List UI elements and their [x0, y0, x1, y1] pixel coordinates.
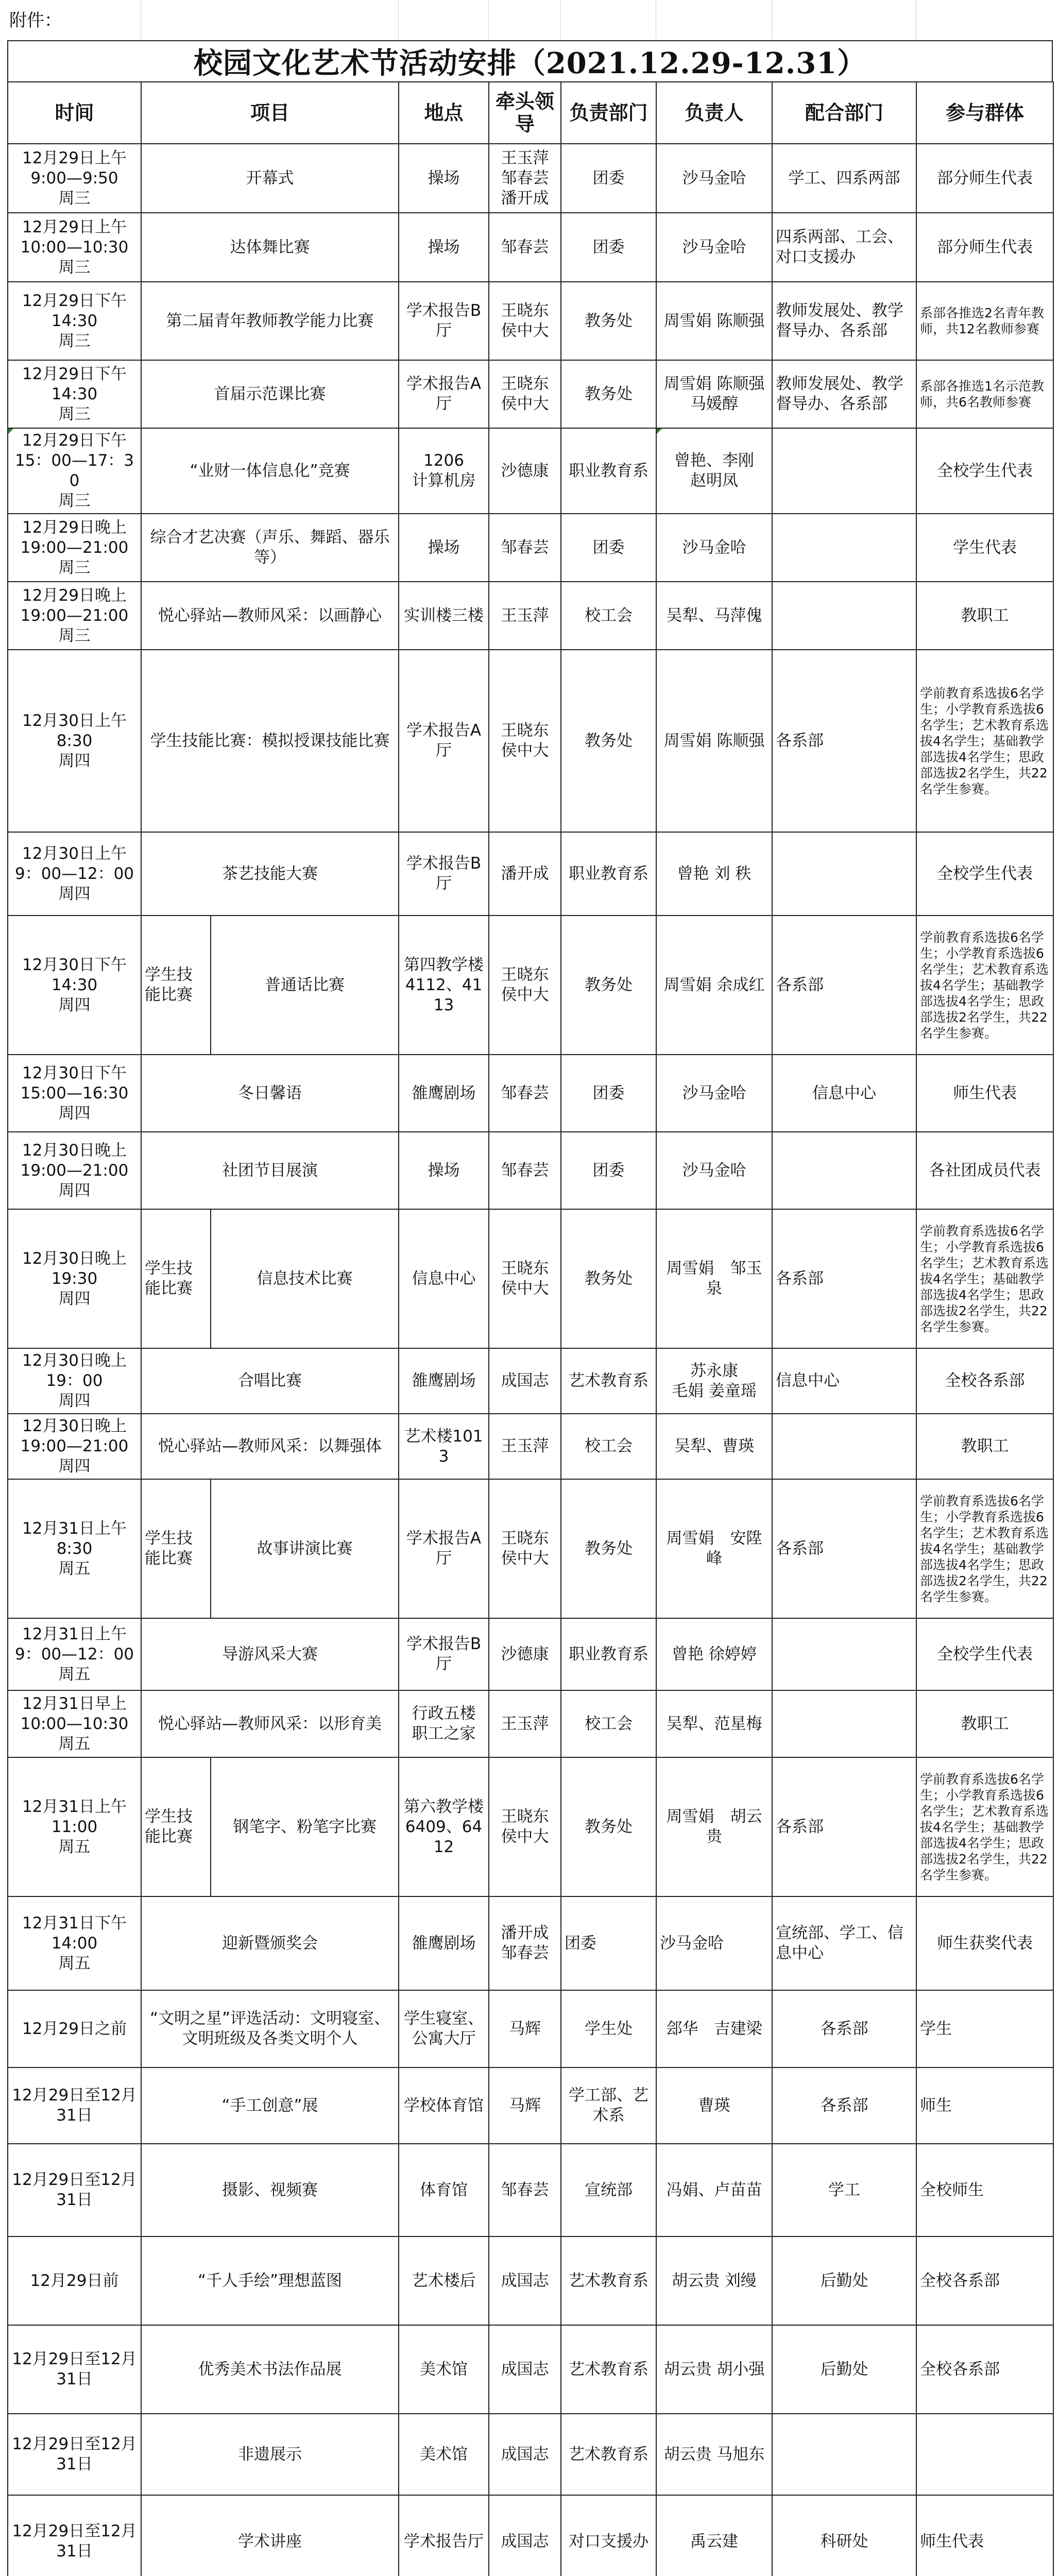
event-cell[interactable]: 综合才艺决赛（声乐、舞蹈、器乐等） [141, 514, 399, 582]
department-cell[interactable]: 艺术教育系 [561, 2414, 656, 2495]
department-cell[interactable]: 职业教育系 [561, 428, 656, 514]
cooperating-cell[interactable] [772, 832, 916, 916]
event-cell[interactable]: “业财一体信息化”竞赛 [141, 428, 399, 514]
event-cell[interactable]: “手工创意”展 [141, 2067, 399, 2144]
location-cell[interactable]: 学术报告厅 [399, 2495, 489, 2576]
time-cell[interactable]: 12月31日早上 10:00—10:30 周五 [8, 1690, 141, 1757]
table-row [8, 1618, 1053, 1690]
cooperating-cell[interactable]: 科研处 [772, 2495, 916, 2576]
event-cell[interactable]: 达体舞比赛 [141, 213, 399, 282]
table-row [8, 1690, 1053, 1757]
event-cell[interactable]: 悦心驿站—教师风采：以画静心 [141, 582, 399, 650]
lead-cell[interactable]: 王晓东 侯中大 [489, 916, 561, 1055]
location-cell[interactable]: 实训楼三楼 [399, 582, 489, 650]
table-row [8, 2236, 1053, 2325]
table-row [8, 428, 1053, 514]
table-row [8, 144, 1053, 213]
cooperating-cell[interactable] [772, 1690, 916, 1757]
table-row [8, 1414, 1053, 1479]
lead-cell[interactable]: 王晓东 侯中大 [489, 650, 561, 832]
cooperating-cell[interactable]: 各系部 [772, 2067, 916, 2144]
time-cell[interactable]: 12月29日至12月 31日 [8, 2495, 141, 2576]
location-cell[interactable]: 艺术楼1013 [399, 1414, 489, 1479]
lead-cell[interactable]: 王玉萍 [489, 1690, 561, 1757]
table-row [8, 2144, 1053, 2236]
lead-cell[interactable]: 王晓东 侯中大 [489, 282, 561, 360]
location-cell[interactable]: 第四教学楼 4112、4113 [399, 916, 489, 1055]
department-cell[interactable]: 艺术教育系 [561, 1348, 656, 1414]
person-cell[interactable]: 胡云贵 刘缦 [656, 2236, 772, 2325]
person-cell[interactable]: 周雪娟 余成红 [656, 916, 772, 1055]
location-cell[interactable]: 学术报告A厅 [399, 650, 489, 832]
department-cell[interactable]: 职业教育系 [561, 832, 656, 916]
person-cell[interactable]: 曹瑛 [656, 2067, 772, 2144]
event-cell[interactable]: 迎新暨颁奖会 [141, 1896, 399, 1990]
person-cell[interactable]: 周雪娟 陈顺强 马媛醇 [656, 360, 772, 428]
event-cell[interactable]: 信息技术比赛 [211, 1209, 399, 1348]
cooperating-cell[interactable] [772, 514, 916, 582]
event-cell[interactable]: 第二届青年教师教学能力比赛 [141, 282, 399, 360]
participants-cell[interactable]: 全校师生 [916, 2144, 1053, 2236]
lead-cell[interactable]: 马辉 [489, 1990, 561, 2067]
person-cell[interactable]: 曾艳 刘 秩 [656, 832, 772, 916]
participants-cell[interactable]: 系部各推选2名青年教师，共12名教师参赛 [916, 282, 1053, 360]
table-row [8, 1479, 1053, 1618]
time-cell[interactable]: 12月29日下午 15：00—17：30 周三 [8, 428, 141, 514]
category-cell[interactable]: 学生技能比赛 [141, 1757, 211, 1896]
cooperating-cell[interactable]: 各系部 [772, 1990, 916, 2067]
time-cell[interactable]: 12月30日上午 9：00—12：00 周四 [8, 832, 141, 916]
person-cell[interactable]: 沙马金哈 [656, 1055, 772, 1132]
table-row [8, 1348, 1053, 1414]
location-cell[interactable]: 美术馆 [399, 2414, 489, 2495]
event-cell[interactable]: 学术讲座 [141, 2495, 399, 2576]
person-cell[interactable]: 吴犁、曹瑛 [656, 1414, 772, 1479]
department-cell[interactable]: 教务处 [561, 650, 656, 832]
person-cell[interactable]: 沙马金哈 [656, 144, 772, 213]
cooperating-cell[interactable] [772, 1414, 916, 1479]
person-cell[interactable]: 胡云贵 马旭东 [656, 2414, 772, 2495]
lead-cell[interactable]: 王晓东 侯中大 [489, 1757, 561, 1896]
cooperating-cell[interactable]: 宣统部、学工、信息中心 [772, 1896, 916, 1990]
participants-cell[interactable]: 师生 [916, 2067, 1053, 2144]
department-cell[interactable]: 学工部、艺术系 [561, 2067, 656, 2144]
location-cell[interactable]: 信息中心 [399, 1209, 489, 1348]
person-cell[interactable]: 郐华 吉建梁 [656, 1990, 772, 2067]
lead-cell[interactable]: 王晓东 侯中大 [489, 1209, 561, 1348]
cooperating-cell[interactable]: 教师发展处、教学督导办、各系部 [772, 282, 916, 360]
header-row [8, 82, 1053, 144]
participants-cell[interactable]: 全校学生代表 [916, 428, 1053, 514]
person-cell[interactable]: 周雪娟 陈顺强 [656, 282, 772, 360]
lead-cell[interactable]: 成国志 [489, 2495, 561, 2576]
participants-cell[interactable]: 学生代表 [916, 514, 1053, 582]
event-cell[interactable]: 冬日馨语 [141, 1055, 399, 1132]
document-title: 校园文化艺术节活动安排（2021.12.29-12.31） [193, 46, 867, 80]
time-cell[interactable]: 12月30日晚上 19:30 周四 [8, 1209, 141, 1348]
department-cell[interactable]: 教务处 [561, 916, 656, 1055]
location-cell[interactable]: 行政五楼 职工之家 [399, 1690, 489, 1757]
location-cell[interactable]: 学术报告B厅 [399, 1618, 489, 1690]
person-cell[interactable]: 胡云贵 胡小强 [656, 2325, 772, 2414]
location-cell[interactable]: 学术报告B厅 [399, 282, 489, 360]
participants-cell[interactable]: 全校各系部 [916, 2236, 1053, 2325]
participants-cell[interactable]: 部分师生代表 [916, 144, 1053, 213]
person-cell[interactable]: 沙马金哈 [656, 1132, 772, 1209]
department-cell[interactable]: 教务处 [561, 1209, 656, 1348]
location-cell[interactable]: 第六教学楼 6409、6412 [399, 1757, 489, 1896]
person-cell[interactable]: 沙马金哈 [656, 1896, 772, 1990]
table-row [8, 1132, 1053, 1209]
location-cell[interactable]: 雒鹰剧场 [399, 1348, 489, 1414]
header-participants[interactable]: 参与群体 [916, 82, 1053, 144]
header-location[interactable]: 地点 [399, 82, 489, 144]
location-cell[interactable]: 学术报告A厅 [399, 1479, 489, 1618]
table-row [8, 360, 1053, 428]
time-cell[interactable]: 12月29日上午 9:00—9:50 周三 [8, 144, 141, 213]
grid-line [398, 0, 399, 40]
department-cell[interactable]: 教务处 [561, 282, 656, 360]
lead-cell[interactable]: 邹春芸 [489, 2144, 561, 2236]
participants-cell[interactable]: 学前教育系选拔6名学生；小学教育系选拔6名学生；艺术教育系选拔4名学生；基础教学部选拔4名学生；思政部选拔2名学生，共22名学生参赛。 [916, 1209, 1053, 1348]
cooperating-cell[interactable]: 各系部 [772, 650, 916, 832]
event-cell[interactable]: 故事讲演比赛 [211, 1479, 399, 1618]
time-cell[interactable]: 12月30日下午 14:30 周四 [8, 916, 141, 1055]
department-cell[interactable]: 团委 [561, 1132, 656, 1209]
table-row [8, 2495, 1053, 2576]
participants-cell[interactable]: 全校各系部 [916, 2325, 1053, 2414]
time-cell[interactable]: 12月30日晚上 19：00 周四 [8, 1348, 141, 1414]
event-cell[interactable]: 学生技能比赛：模拟授课技能比赛 [141, 650, 399, 832]
cooperating-cell[interactable]: 后勤处 [772, 2325, 916, 2414]
time-cell[interactable]: 12月31日上午 11:00 周五 [8, 1757, 141, 1896]
location-cell[interactable]: 操场 [399, 213, 489, 282]
cooperating-cell[interactable] [772, 1618, 916, 1690]
time-cell[interactable]: 12月30日晚上 19:00—21:00 周四 [8, 1414, 141, 1479]
table-row [8, 2325, 1053, 2414]
participants-cell[interactable]: 系部各推选1名示范教师，共6名教师参赛 [916, 360, 1053, 428]
department-cell[interactable]: 团委 [561, 144, 656, 213]
location-cell[interactable]: 雒鹰剧场 [399, 1055, 489, 1132]
category-cell[interactable]: 学生技能比赛 [141, 1479, 211, 1618]
participants-cell[interactable] [916, 2414, 1053, 2495]
event-cell[interactable]: 合唱比赛 [141, 1348, 399, 1414]
department-cell[interactable]: 艺术教育系 [561, 2325, 656, 2414]
participants-cell[interactable]: 全校学生代表 [916, 1618, 1053, 1690]
event-cell[interactable]: 非遗展示 [141, 2414, 399, 2495]
time-cell[interactable]: 12月29日前 [8, 2236, 141, 2325]
person-cell[interactable]: 吴犁、范星梅 [656, 1690, 772, 1757]
participants-cell[interactable]: 教职工 [916, 582, 1053, 650]
location-cell[interactable]: 学术报告A厅 [399, 360, 489, 428]
lead-cell[interactable]: 邹春芸 [489, 1132, 561, 1209]
person-cell[interactable]: 沙马金哈 [656, 514, 772, 582]
cooperating-cell[interactable]: 四系两部、工会、对口支援办 [772, 213, 916, 282]
time-cell[interactable]: 12月29日晚上 19:00—21:00 周三 [8, 582, 141, 650]
time-cell[interactable]: 12月29日下午 14:30 周三 [8, 282, 141, 360]
time-cell[interactable]: 12月31日下午 14:00 周五 [8, 1896, 141, 1990]
time-cell[interactable]: 12月29日至12月 31日 [8, 2414, 141, 2495]
department-cell[interactable]: 教务处 [561, 360, 656, 428]
department-cell[interactable]: 教务处 [561, 1479, 656, 1618]
time-cell[interactable]: 12月31日上午 8:30 周五 [8, 1479, 141, 1618]
person-cell[interactable]: 周雪娟 邹玉泉 [656, 1209, 772, 1348]
cooperating-cell[interactable]: 教师发展处、教学督导办、各系部 [772, 360, 916, 428]
event-cell[interactable]: 社团节目展演 [141, 1132, 399, 1209]
location-cell[interactable]: 操场 [399, 144, 489, 213]
person-cell[interactable]: 曾艳、李刚 赵明凤 [656, 428, 772, 514]
event-cell[interactable]: 茶艺技能大赛 [141, 832, 399, 916]
participants-cell[interactable]: 学前教育系选拔6名学生；小学教育系选拔6名学生；艺术教育系选拔4名学生；基础教学部选拔4名学生；思政部选拔2名学生，共22名学生参赛。 [916, 1479, 1053, 1618]
event-cell[interactable]: “千人手绘”理想蓝图 [141, 2236, 399, 2325]
location-cell[interactable]: 学术报告B厅 [399, 832, 489, 916]
header-lead[interactable]: 牵头领导 [489, 82, 561, 144]
table-row [8, 916, 1053, 1055]
table-row [8, 832, 1053, 916]
lead-cell[interactable]: 潘开成 [489, 832, 561, 916]
event-cell[interactable]: 普通话比赛 [211, 916, 399, 1055]
cooperating-cell[interactable]: 信息中心 [772, 1348, 916, 1414]
time-cell[interactable]: 12月29日至12月 31日 [8, 2144, 141, 2236]
person-cell[interactable]: 周雪娟 胡云贵 [656, 1757, 772, 1896]
cooperating-cell[interactable] [772, 2414, 916, 2495]
lead-cell[interactable]: 邹春芸 [489, 1055, 561, 1132]
participants-cell[interactable]: 教职工 [916, 1690, 1053, 1757]
header-event[interactable]: 项目 [141, 82, 399, 144]
participants-cell[interactable]: 全校学生代表 [916, 832, 1053, 916]
event-cell[interactable]: 悦心驿站—教师风采：以形育美 [141, 1690, 399, 1757]
cooperating-cell[interactable] [772, 1132, 916, 1209]
participants-cell[interactable]: 学前教育系选拔6名学生；小学教育系选拔6名学生；艺术教育系选拔4名学生；基础教学部选拔4名学生；思政部选拔2名学生，共22名学生参赛。 [916, 916, 1053, 1055]
event-cell[interactable]: 开幕式 [141, 144, 399, 213]
header-cooperating[interactable]: 配合部门 [772, 82, 916, 144]
participants-cell[interactable]: 全校各系部 [916, 1348, 1053, 1414]
person-cell[interactable]: 冯娟、卢苗苗 [656, 2144, 772, 2236]
table-row [8, 650, 1053, 832]
time-cell[interactable]: 12月29日下午 14:30 周三 [8, 360, 141, 428]
event-cell[interactable]: 摄影、视频赛 [141, 2144, 399, 2236]
lead-cell[interactable]: 沙德康 [489, 1618, 561, 1690]
lead-cell[interactable]: 王玉萍 邹春芸 潘开成 [489, 144, 561, 213]
department-cell[interactable]: 学生处 [561, 1990, 656, 2067]
time-cell[interactable]: 12月29日至12月 31日 [8, 2325, 141, 2414]
table-row [8, 282, 1053, 360]
cooperating-cell[interactable]: 信息中心 [772, 1055, 916, 1132]
table-row [8, 514, 1053, 582]
department-cell[interactable]: 校工会 [561, 1690, 656, 1757]
lead-cell[interactable]: 邹春芸 [489, 514, 561, 582]
location-cell[interactable]: 艺术楼后 [399, 2236, 489, 2325]
table-row [8, 1757, 1053, 1896]
lead-cell[interactable]: 马辉 [489, 2067, 561, 2144]
table-row [8, 582, 1053, 650]
location-cell[interactable]: 雒鹰剧场 [399, 1896, 489, 1990]
event-cell[interactable]: 导游风采大赛 [141, 1618, 399, 1690]
cooperating-cell[interactable]: 后勤处 [772, 2236, 916, 2325]
person-cell[interactable]: 禹云建 [656, 2495, 772, 2576]
department-cell[interactable]: 对口支援办 [561, 2495, 656, 2576]
department-cell[interactable]: 校工会 [561, 1414, 656, 1479]
table-row [8, 1055, 1053, 1132]
lead-cell[interactable]: 王玉萍 [489, 1414, 561, 1479]
cooperating-cell[interactable]: 学工、四系两部 [772, 144, 916, 213]
department-cell[interactable]: 职业教育系 [561, 1618, 656, 1690]
lead-cell[interactable]: 王晓东 侯中大 [489, 1479, 561, 1618]
lead-cell[interactable]: 王玉萍 [489, 582, 561, 650]
location-cell[interactable]: 1206 计算机房 [399, 428, 489, 514]
header-department[interactable]: 负责部门 [561, 82, 656, 144]
department-cell[interactable]: 校工会 [561, 582, 656, 650]
participants-cell[interactable]: 教职工 [916, 1414, 1053, 1479]
lead-cell[interactable]: 成国志 [489, 2236, 561, 2325]
title-cell[interactable] [7, 40, 1053, 82]
event-cell[interactable]: “文明之星”评选活动：文明寝室、文明班级及各类文明个人 [141, 1990, 399, 2067]
time-cell[interactable]: 12月30日下午 15:00—16:30 周四 [8, 1055, 141, 1132]
time-cell[interactable]: 12月29日之前 [8, 1990, 141, 2067]
participants-cell[interactable]: 部分师生代表 [916, 213, 1053, 282]
department-cell[interactable]: 团委 [561, 514, 656, 582]
department-cell[interactable]: 团委 [561, 213, 656, 282]
location-cell[interactable]: 学校体育馆 [399, 2067, 489, 2144]
cooperating-cell[interactable]: 学工 [772, 2144, 916, 2236]
department-cell[interactable]: 艺术教育系 [561, 2236, 656, 2325]
location-cell[interactable]: 操场 [399, 1132, 489, 1209]
lead-cell[interactable]: 王晓东 侯中大 [489, 360, 561, 428]
table-row [8, 213, 1053, 282]
event-cell[interactable]: 悦心驿站—教师风采：以舞强体 [141, 1414, 399, 1479]
location-cell[interactable]: 操场 [399, 514, 489, 582]
time-cell[interactable]: 12月31日上午 9：00—12：00 周五 [8, 1618, 141, 1690]
cooperating-cell[interactable] [772, 428, 916, 514]
time-cell[interactable]: 12月30日上午 8:30 周四 [8, 650, 141, 832]
cooperating-cell[interactable]: 各系部 [772, 1479, 916, 1618]
participants-cell[interactable]: 师生代表 [916, 2495, 1053, 2576]
time-cell[interactable]: 12月29日上午 10:00—10:30 周三 [8, 213, 141, 282]
category-cell[interactable]: 学生技能比赛 [141, 1209, 211, 1348]
table-row [8, 1990, 1053, 2067]
event-cell[interactable]: 优秀美术书法作品展 [141, 2325, 399, 2414]
person-cell[interactable]: 苏永康 毛娟 姜童瑶 [656, 1348, 772, 1414]
cooperating-cell[interactable]: 各系部 [772, 1757, 916, 1896]
location-cell[interactable]: 学生寝室、 公寓大厅 [399, 1990, 489, 2067]
time-cell[interactable]: 12月29日至12月 31日 [8, 2067, 141, 2144]
grid-line [560, 0, 561, 40]
table-row [8, 1896, 1053, 1990]
lead-cell[interactable]: 成国志 [489, 2414, 561, 2495]
department-cell[interactable]: 团委 [561, 1896, 656, 1990]
person-cell[interactable]: 周雪娟 安陞峰 [656, 1479, 772, 1618]
table-row [8, 1209, 1053, 1348]
table-row [8, 2414, 1053, 2495]
department-cell[interactable]: 教务处 [561, 1757, 656, 1896]
location-cell[interactable]: 美术馆 [399, 2325, 489, 2414]
location-cell[interactable]: 体育馆 [399, 2144, 489, 2236]
participants-cell[interactable]: 各社团成员代表 [916, 1132, 1053, 1209]
schedule-table [7, 81, 1054, 2576]
category-cell[interactable]: 学生技能比赛 [141, 916, 211, 1055]
cooperating-cell[interactable] [772, 582, 916, 650]
cooperating-cell[interactable]: 各系部 [772, 1209, 916, 1348]
grid-line [488, 0, 489, 40]
participants-cell[interactable]: 师生获奖代表 [916, 1896, 1053, 1990]
event-cell[interactable]: 首届示范课比赛 [141, 360, 399, 428]
annex-label: 附件： [9, 10, 62, 31]
time-cell[interactable]: 12月30日晚上 19:00—21:00 周四 [8, 1132, 141, 1209]
participants-cell[interactable]: 师生代表 [916, 1055, 1053, 1132]
event-cell[interactable]: 钢笔字、粉笔字比赛 [211, 1757, 399, 1896]
table-row [8, 2067, 1053, 2144]
lead-cell[interactable]: 潘开成 邹春芸 [489, 1896, 561, 1990]
department-cell[interactable]: 宣统部 [561, 2144, 656, 2236]
person-cell[interactable]: 沙马金哈 [656, 213, 772, 282]
participants-cell[interactable]: 学前教育系选拔6名学生；小学教育系选拔6名学生；艺术教育系选拔4名学生；基础教学部选拔4名学生；思政部选拔2名学生，共22名学生参赛。 [916, 1757, 1053, 1896]
lead-cell[interactable]: 成国志 [489, 2325, 561, 2414]
lead-cell[interactable]: 邹春芸 [489, 213, 561, 282]
lead-cell[interactable]: 沙德康 [489, 428, 561, 514]
time-cell[interactable]: 12月29日晚上 19:00—21:00 周三 [8, 514, 141, 582]
header-time[interactable]: 时间 [8, 82, 141, 144]
person-cell[interactable]: 曾艳 徐婷婷 [656, 1618, 772, 1690]
header-person[interactable]: 负责人 [656, 82, 772, 144]
participants-cell[interactable]: 学前教育系选拔6名学生；小学教育系选拔6名学生；艺术教育系选拔4名学生；基础教学部选拔4名学生；思政部选拔2名学生，共22名学生参赛。 [916, 650, 1053, 832]
department-cell[interactable]: 团委 [561, 1055, 656, 1132]
participants-cell[interactable]: 学生 [916, 1990, 1053, 2067]
person-cell[interactable]: 周雪娟 陈顺强 [656, 650, 772, 832]
cooperating-cell[interactable]: 各系部 [772, 916, 916, 1055]
person-cell[interactable]: 吴犁、马萍傀 [656, 582, 772, 650]
lead-cell[interactable]: 成国志 [489, 1348, 561, 1414]
